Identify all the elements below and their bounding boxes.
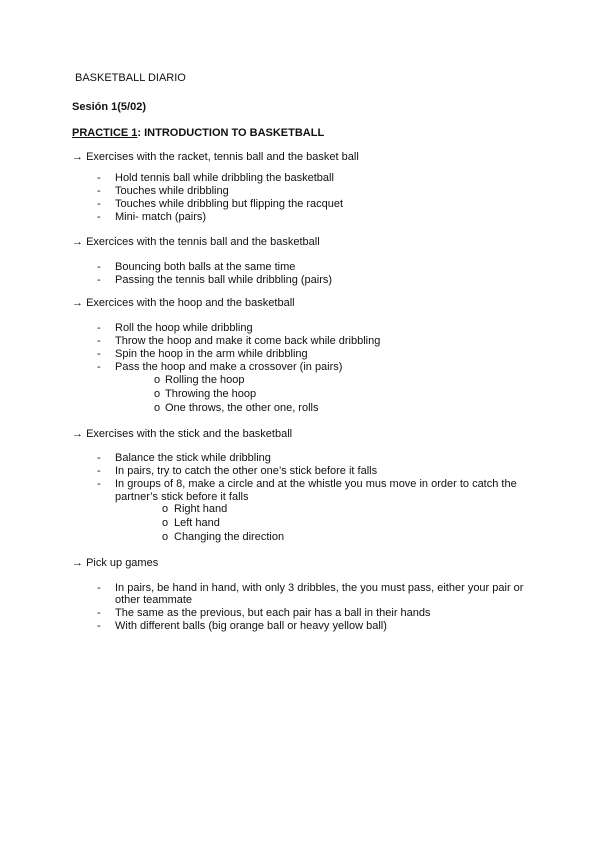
list-item: Bouncing both balls at the same time	[115, 261, 296, 273]
document-title: BASKETBALL DIARIO	[75, 72, 186, 84]
list-item: In pairs, try to catch the other one’s stick before it falls	[115, 465, 378, 477]
list-item: Mini- match (pairs)	[115, 211, 207, 223]
list-item: Touches while dribbling	[115, 185, 229, 197]
dash-bullet: -	[97, 620, 101, 632]
session-heading: Sesión 1(5/02)	[72, 101, 146, 113]
sub-list-item: Throwing the hoop	[165, 388, 257, 400]
list-item: Passing the tennis ball while dribbling (pairs)	[115, 274, 333, 286]
arrow-icon: →	[72, 297, 83, 309]
dash-bullet: -	[97, 465, 101, 477]
list-item: Touches while dribbling but flipping the racquet	[115, 198, 344, 210]
dash-bullet: -	[97, 211, 101, 223]
list-item: In pairs, be hand in hand, with only 3 dribbles, the you must pass, either your pair or	[115, 582, 524, 594]
section-heading-text: Exercices with the tennis ball and the basketball	[86, 236, 320, 248]
practice-label: PRACTICE 1	[72, 127, 138, 139]
dash-bullet: -	[97, 261, 101, 273]
section-heading	[72, 297, 295, 310]
list-item-continuation: partner’s stick before it falls	[115, 491, 249, 503]
sub-list-item: Left hand	[174, 517, 220, 529]
section-heading-text: Exercises with the stick and the basketball	[86, 428, 293, 440]
practice-title: : INTRODUCTION TO BASKETBALL	[137, 127, 325, 139]
arrow-icon: →	[72, 151, 83, 163]
dash-bullet: -	[97, 335, 101, 347]
sub-list-item: Right hand	[174, 503, 228, 515]
list-item: Spin the hoop in the arm while dribbling	[115, 348, 308, 360]
list-item: Hold tennis ball while dribbling the basketball	[115, 172, 334, 184]
section-heading-text: Exercises with the racket, tennis ball and the basket ball	[86, 151, 359, 163]
list-item: Roll the hoop while dribbling	[115, 322, 253, 334]
circle-bullet: o	[154, 388, 161, 400]
section-heading	[72, 151, 359, 164]
arrow-icon: →	[72, 557, 83, 569]
dash-bullet: -	[97, 478, 101, 490]
dash-bullet: -	[97, 361, 101, 373]
dash-bullet: -	[97, 582, 101, 594]
circle-bullet: o	[154, 402, 161, 414]
dash-bullet: -	[97, 198, 101, 210]
sub-list-item: Changing the direction	[174, 531, 285, 543]
section-heading	[72, 236, 320, 249]
list-item: In groups of 8, make a circle and at the whistle you mus move in order to catch the	[115, 478, 517, 490]
circle-bullet: o	[162, 531, 169, 543]
section-heading-text: Pick up games	[86, 557, 159, 569]
arrow-icon: →	[72, 428, 83, 440]
dash-bullet: -	[97, 322, 101, 334]
list-item: Pass the hoop and make a crossover (in pairs)	[115, 361, 343, 373]
dash-bullet: -	[97, 185, 101, 197]
list-item-continuation: other teammate	[115, 594, 193, 606]
list-item: Balance the stick while dribbling	[115, 452, 271, 464]
dash-bullet: -	[97, 274, 101, 286]
list-item: With different balls (big orange ball or heavy yellow ball)	[115, 620, 387, 632]
circle-bullet: o	[162, 517, 169, 529]
list-item: The same as the previous, but each pair has a ball in their hands	[115, 607, 431, 619]
section-heading	[72, 557, 158, 570]
dash-bullet: -	[97, 607, 101, 619]
sub-list-item: Rolling the hoop	[165, 374, 245, 386]
section-heading-text: Exercices with the hoop and the basketball	[86, 297, 295, 309]
dash-bullet: -	[97, 348, 101, 360]
list-item: Throw the hoop and make it come back while dribbling	[115, 335, 381, 347]
practice-heading	[72, 127, 324, 140]
arrow-icon: →	[72, 236, 83, 248]
circle-bullet: o	[154, 374, 161, 386]
circle-bullet: o	[162, 503, 169, 515]
dash-bullet: -	[97, 172, 101, 184]
section-heading	[72, 428, 292, 441]
dash-bullet: -	[97, 452, 101, 464]
sub-list-item: One throws, the other one, rolls	[165, 402, 319, 414]
